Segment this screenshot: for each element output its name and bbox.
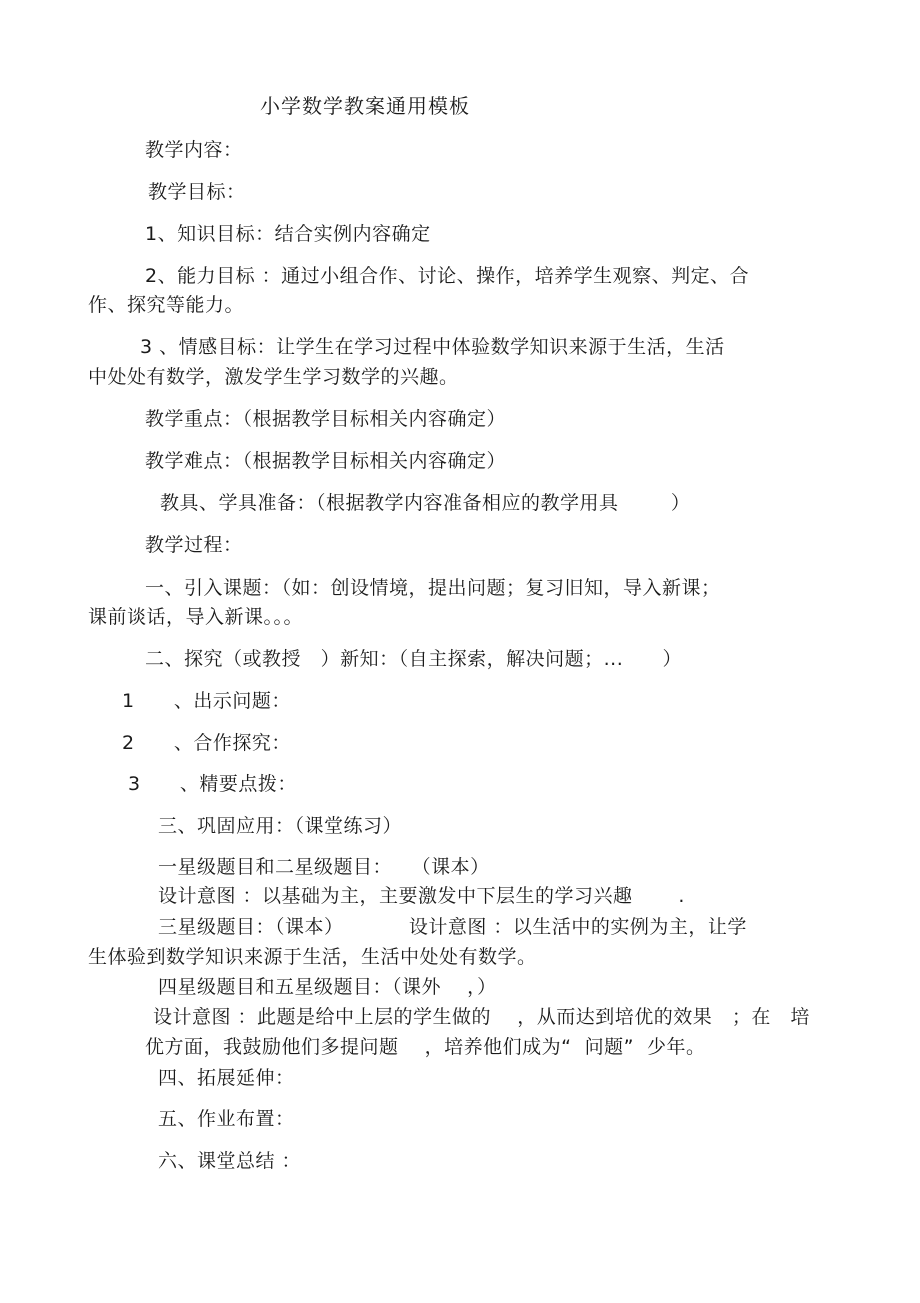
star-4-5-intent-line-2: 优方面，我鼓励他们多提问题 ，培养他们成为“ 问题” 少年。	[145, 1036, 706, 1058]
section-3-line: 三、巩固应用：（课堂练习）	[158, 815, 403, 837]
teaching-objectives-line: 教学目标：	[148, 181, 246, 203]
star-1-2-intent-line: 设计意图 ：以基础为主，主要激发中下层生的学习兴趣 .	[158, 885, 685, 907]
ability-objective-line-2: 作、探究等能力。	[88, 294, 245, 316]
key-points-line: 教学重点：（根据教学目标相关内容确定）	[145, 408, 507, 430]
section-2-line: 二、探究（或教授 ）新知：（自主探索，解决问题；... ）	[145, 648, 682, 670]
section-4-line: 四、拓展延伸：	[158, 1067, 295, 1089]
emotion-objective-line-2: 中处处有数学，激发学生学习数学的兴趣。	[88, 366, 459, 388]
section-2-item-2: 2 、合作探究：	[122, 732, 291, 754]
page-title: 小学数学教案通用模板	[260, 94, 470, 118]
section-5-line: 五、作业布置：	[158, 1108, 295, 1130]
star-4-5-line: 四星级题目和五星级题目：（课外 ，）	[158, 976, 497, 998]
ability-objective-line-1: 2、能力目标 ：通过小组合作、讨论、操作，培养学生观察、判定、合	[145, 265, 750, 287]
section-6-line: 六、课堂总结 ：	[158, 1150, 302, 1172]
teaching-content-line: 教学内容：	[145, 139, 243, 161]
difficulties-line: 教学难点：（根据教学目标相关内容确定）	[145, 450, 507, 472]
section-1-line-1: 一、引入课题：（如：创设情境，提出问题；复习旧知，导入新课；	[145, 577, 721, 599]
teaching-process-line: 教学过程：	[145, 534, 243, 556]
section-1-line-2: 课前谈话，导入新课。。。	[88, 606, 304, 628]
knowledge-objective-line: 1、知识目标：结合实例内容确定	[145, 223, 431, 245]
section-2-item-3: 3 、精要点拨：	[128, 773, 297, 795]
emotion-objective-line-1: 3 、情感目标：让学生在学习过程中体验数学知识来源于生活，生活	[140, 336, 725, 358]
star-3-line-2: 生体验到数学知识来源于生活，生活中处处有数学。	[88, 946, 537, 968]
star-3-line-1: 三星级题目：（课本） 设计意图 ：以生活中的实例为主，让学	[158, 916, 747, 938]
star-4-5-intent-line-1: 设计意图 ：此题是给中上层的学生做的 ，从而达到培优的效果 ；在 培	[153, 1006, 810, 1028]
tools-preparation-line: 教具、学具准备：（根据教学内容准备相应的教学用具 ）	[160, 492, 691, 514]
star-1-2-line: 一星级题目和二星级题目： （课本）	[158, 856, 490, 878]
section-2-item-1: 1 、出示问题：	[122, 690, 291, 712]
